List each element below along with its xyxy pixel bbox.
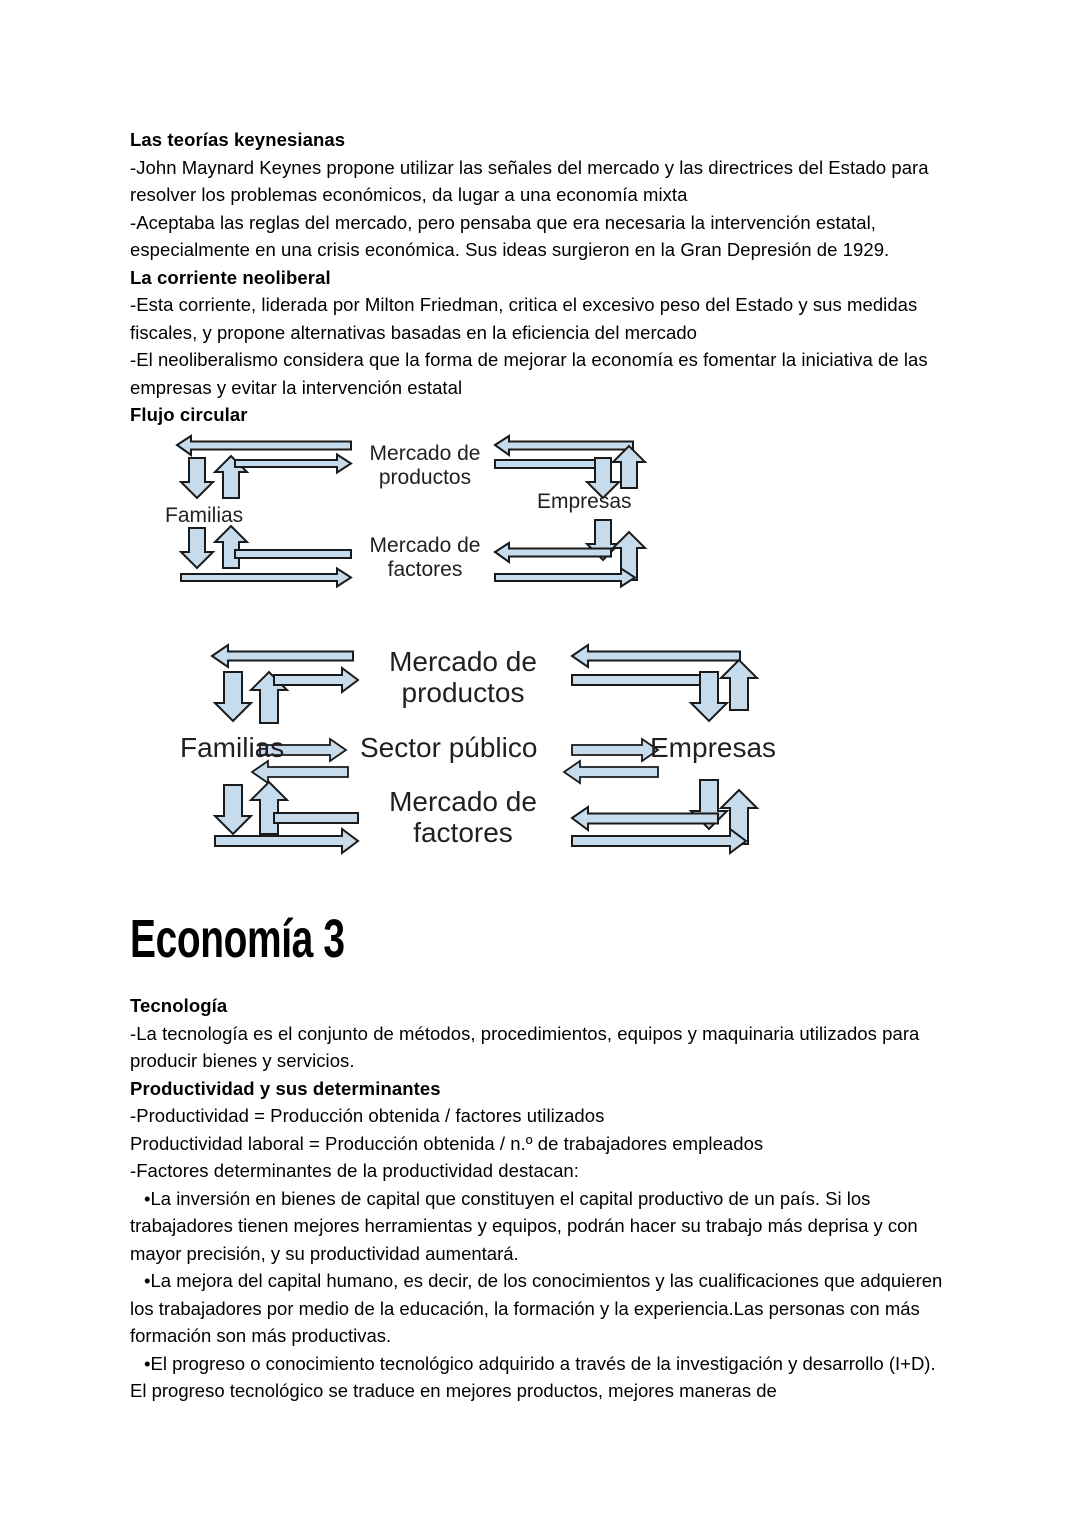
- diagram1-label-mercado-productos: [355, 442, 495, 489]
- bullet-capital-humano: •La mejora del capital humano, es decir, de los conocimientos y las cualificaciones que adquieren los trabajadores por medio de la educación, la formación y la experiencia.Las personas con más formación son más productivas.: [130, 1270, 943, 1346]
- d2-arrow-bar-families-factors: [274, 813, 358, 823]
- diagram2-label-empresas: Empresas: [650, 732, 777, 763]
- diagram-flujo-circular-simple: [165, 432, 665, 597]
- d2-arrow-bar-firms-products: [572, 675, 708, 685]
- paragraph-productividad-2: Productividad laboral = Producción obtenida / n.º de trabajadores empleados: [130, 1132, 764, 1154]
- diagram1-label-empresas: Empresas: [537, 490, 632, 513]
- paragraph-tecnologia-1: -La tecnología es el conjunto de métodos, procedimientos, equipos y maquinaria utilizados para producir bienes y servicios.: [130, 1022, 920, 1071]
- arrow-left-top-firms-products: [495, 436, 633, 455]
- diagram2-label-mercado-factores: [368, 786, 558, 849]
- diagram2-mercado-factores-line2: factores: [413, 817, 513, 849]
- paragraph-productividad-1: -Productividad = Producción obtenida / factores utilizados: [130, 1105, 605, 1126]
- paragraph-keynes-1: -John Maynard Keynes propone utilizar las señales del mercado y las directrices del Estado para resolver los problemas económicos, da lugar a una economía mixta: [130, 156, 929, 205]
- paragraph-productividad-3: -Factores determinantes de la productividad destacan:: [130, 1160, 579, 1181]
- bullet-progreso-tecnologico: •El progreso o conocimiento tecnológico adquirido a través de la investigación y desarrollo (I+D). El progreso tecnológico se traduce en mejores productos, mejores maneras de: [130, 1352, 936, 1401]
- d2-arrow-left-firms-sector: [564, 761, 658, 783]
- arrow-down-families-products: [181, 458, 213, 498]
- diagram2-label-sector-publico: Sector público: [360, 732, 538, 763]
- diagram2-label-familias: Familias: [180, 732, 285, 763]
- arrow-right-bottom-firms-factors: [495, 569, 635, 587]
- heading-corriente-neoliberal: La corriente neoliberal: [130, 266, 331, 288]
- diagram1-label-mercado-factores: [355, 534, 495, 581]
- arrow-right-top-products: [235, 455, 351, 473]
- diagram1-label-familias: Familias: [165, 504, 244, 527]
- page-title-economia-3: Economía 3: [130, 909, 345, 969]
- d2-arrow-down-families-factors: [215, 785, 251, 834]
- paragraph-neoliberal-2: -El neoliberalismo considera que la forma de mejorar la economía es fomentar la iniciativa de las empresas y evitar la intervención estatal: [130, 349, 928, 398]
- d2-arrow-left-top-firms-products: [572, 645, 740, 667]
- heading-flujo-circular: Flujo circular: [130, 404, 248, 425]
- bullet-inversion-capital: •La inversión en bienes de capital que constituyen el capital productivo de un país. Si los trabajadores tienen mejores herramientas y equipos, podrán hacer su trabajo más deprisa y con mayor precisión, y su productividad aumentará.: [130, 1187, 918, 1264]
- heading-tecnologia: Tecnología: [130, 995, 228, 1016]
- document-content: [130, 126, 950, 429]
- d2-arrow-right-sector-firms: [572, 739, 658, 761]
- diagram1-mercado-productos-line1: Mercado de: [369, 442, 481, 465]
- paragraph-keynes-2: -Aceptaba las reglas del mercado, pero pensaba que era necesaria la intervención estatal, especialmente en una crisis económica. Sus ideas surgieron en la Gran Depresión de 1929.: [130, 211, 890, 260]
- diagram1-mercado-factores-line2: factores: [387, 557, 463, 581]
- heading-productividad: Productividad y sus determinantes: [130, 1077, 441, 1099]
- paragraph-neoliberal-1: -Esta corriente, liderada por Milton Friedman, critica el excesivo peso del Estado y sus medidas fiscales, y propone alternativas basadas en la eficiencia del mercado: [130, 294, 918, 343]
- d2-arrow-left-top-products: [212, 645, 353, 667]
- d2-arrow-left-sector-families: [252, 761, 348, 783]
- diagram-flujo-circular-sector-publico: [180, 640, 800, 865]
- diagram2-mercado-productos-line2: productos: [401, 677, 525, 709]
- document-content-lower: [130, 992, 950, 1405]
- arrow-up-families-factors: [215, 526, 247, 568]
- diagram2-mercado-factores-line1: Mercado de: [389, 786, 537, 817]
- heading-teorias-keynesianas: Las teorías keynesianas: [130, 129, 346, 150]
- diagram1-mercado-productos-line2: productos: [378, 465, 472, 489]
- d2-arrow-right-bottom-firms-factors: [572, 829, 746, 853]
- arrow-bar-firms-products: [495, 460, 603, 468]
- d2-arrow-right-bottom-factors: [215, 829, 358, 853]
- diagram2-mercado-productos-line1: Mercado de: [389, 646, 537, 677]
- arrow-down-families-factors: [181, 528, 213, 568]
- d2-arrow-up-families-factors: [251, 782, 287, 834]
- arrow-right-bottom-factors: [181, 569, 351, 587]
- arrow-left-top-products: [177, 436, 351, 455]
- diagram2-label-mercado-productos: [368, 646, 558, 709]
- d2-arrow-down-families-products: [215, 672, 251, 721]
- diagram1-mercado-factores-line1: Mercado de: [369, 534, 481, 557]
- arrow-bar-families-factors: [235, 550, 351, 558]
